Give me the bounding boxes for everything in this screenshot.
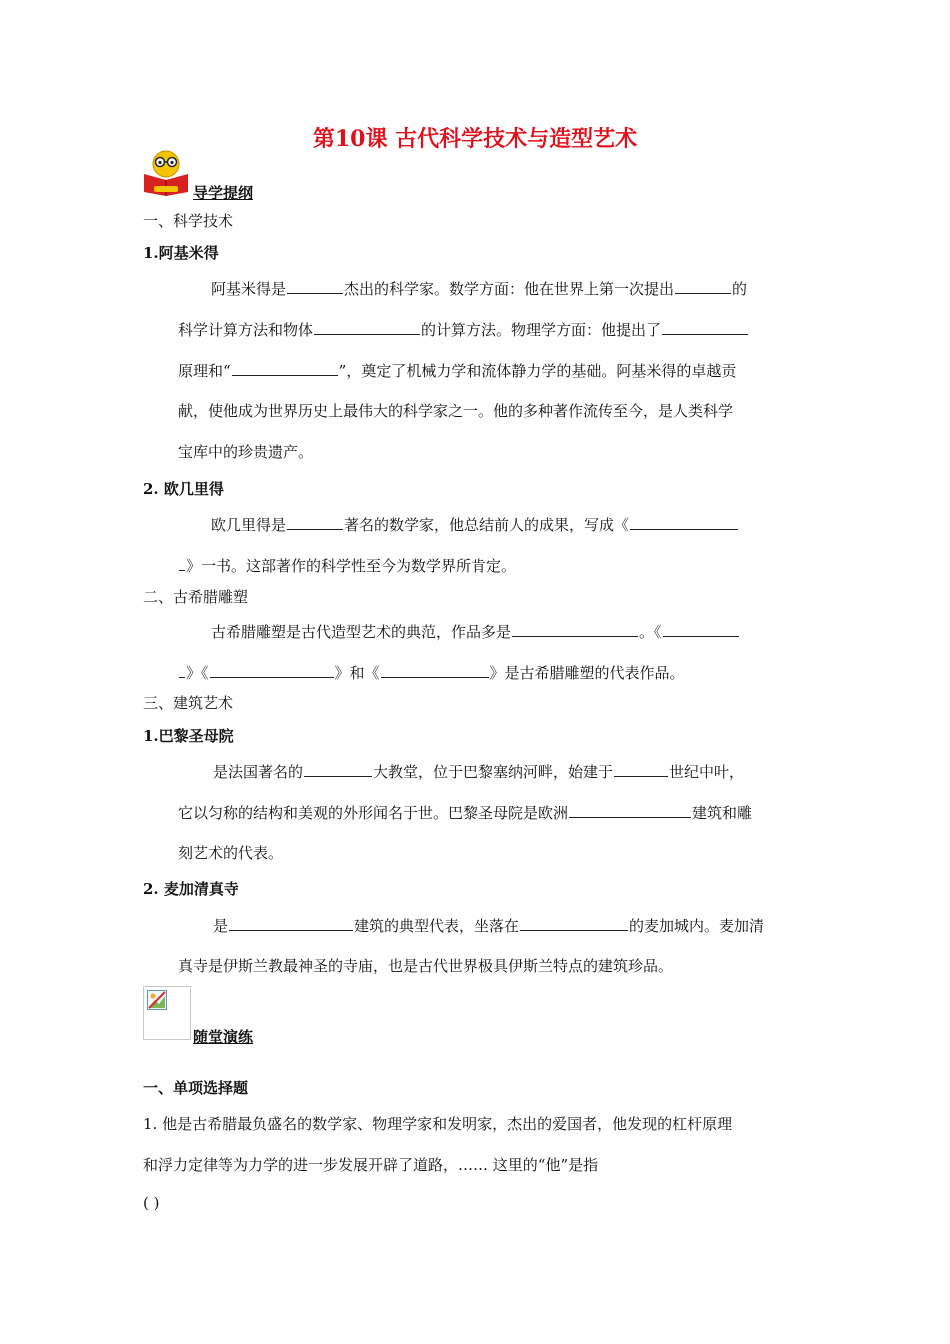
fill-blank[interactable] (287, 513, 343, 530)
fill-blank[interactable] (229, 914, 353, 931)
euclid-line-2 (178, 554, 516, 576)
text: 它以匀称的结构和美观的外形闻名于世。巴黎圣母院是欧洲 (178, 803, 569, 822)
mecca-line-2: 真寺是伊斯兰教最神圣的寺庙，也是古代世界极具伊斯兰特点的建筑珍品。 (178, 957, 674, 975)
fill-blank[interactable] (179, 554, 185, 571)
text: 是 (213, 916, 229, 935)
fill-blank[interactable] (520, 914, 628, 931)
subsection-euclid: 2. 欧几里得 (143, 480, 224, 498)
reading-book-icon (140, 148, 192, 196)
notre-dame-line-1 (213, 760, 744, 782)
subsection-archimedes: 1.阿基米得 (143, 244, 219, 262)
fill-blank[interactable] (304, 760, 372, 777)
page-title: 第10课 古代科学技术与造型艺术 (312, 126, 638, 152)
notre-dame-line-2 (178, 801, 752, 823)
archimedes-line-5: 宝库中的珍贵遗产。 (178, 443, 314, 461)
question-1-line-1: 1. 他是古希腊最负盛名的数学家、物理学家和发明家，杰出的爱国者，他发现的杠杆原理 (143, 1115, 733, 1133)
text: 是法国著名的 (213, 762, 304, 781)
text: 欧几里得是 (211, 515, 287, 534)
text: 的计算方法。物理学方面：他提出了 (421, 320, 662, 339)
text: 杰出的科学家。数学方面：他在世界上第一次提出 (344, 279, 675, 298)
section-architecture: 三、建筑艺术 (143, 694, 234, 712)
fill-blank[interactable] (210, 661, 334, 678)
text: 》和《 (334, 663, 380, 682)
archimedes-line-4: 献，使他成为世界历史上最伟大的科学家之一。他的多种著作流传至今，是人类科学 (178, 402, 734, 420)
sculpture-line-1 (211, 620, 740, 642)
fill-blank[interactable] (569, 801, 691, 818)
guide-heading: 导学提纲 (193, 184, 254, 202)
text: 科学计算方法和物体 (178, 320, 314, 339)
text: 》一书。这部著作的科学性至今为数学界所肯定。 (186, 556, 517, 575)
text: 》《 (186, 663, 209, 682)
fill-blank[interactable] (179, 661, 185, 678)
mecca-line-1 (213, 914, 764, 936)
question-1-line-2: 和浮力定律等为力学的进一步发展开辟了道路，…… 这里的“他”是指 (143, 1156, 599, 1174)
text: 的 (732, 279, 748, 298)
euclid-line-1 (211, 513, 739, 535)
text: 的麦加城内。麦加清 (629, 916, 765, 935)
text: 。《 (639, 622, 662, 641)
section-single-choice: 一、单项选择题 (143, 1079, 249, 1097)
text: 建筑的典型代表，坐落在 (354, 916, 520, 935)
section-greek-sculpture: 二、古希腊雕塑 (143, 588, 249, 606)
fill-blank[interactable] (287, 277, 343, 294)
archimedes-line-2 (178, 318, 749, 340)
text: ”，奠定了机械力学和流体静力学的基础。阿基米得的卓越贡 (338, 361, 737, 380)
fill-blank[interactable] (675, 277, 731, 294)
answer-parentheses[interactable]: ( ) (143, 1194, 160, 1212)
subsection-notre-dame: 1.巴黎圣母院 (143, 727, 234, 745)
fill-blank[interactable] (512, 620, 638, 637)
notre-dame-line-3: 刻艺术的代表。 (178, 844, 284, 862)
section-science-tech: 一、科学技术 (143, 212, 234, 230)
text: 》是古希腊雕塑的代表作品。 (489, 663, 685, 682)
fill-blank[interactable] (630, 513, 738, 530)
fill-blank[interactable] (663, 620, 739, 637)
text: 著名的数学家，他总结前人的成果，写成《 (344, 515, 630, 534)
fill-blank[interactable] (614, 760, 668, 777)
fill-blank[interactable] (232, 359, 338, 376)
text: 古希腊雕塑是古代造型艺术的典范，作品多是 (211, 622, 512, 641)
text: 世纪中叶， (669, 762, 745, 781)
text: 建筑和雕 (692, 803, 753, 822)
text: 原理和“ (178, 361, 231, 380)
text: 阿基米得是 (211, 279, 287, 298)
fill-blank[interactable] (314, 318, 420, 335)
fill-blank[interactable] (662, 318, 748, 335)
broken-image-icon (143, 986, 191, 1040)
archimedes-line-3 (178, 359, 736, 381)
practice-heading: 随堂演练 (193, 1028, 254, 1046)
text: 大教堂，位于巴黎塞纳河畔，始建于 (373, 762, 614, 781)
archimedes-line-1 (211, 277, 747, 299)
fill-blank[interactable] (381, 661, 489, 678)
sculpture-line-2 (178, 661, 685, 683)
subsection-mecca-mosque: 2. 麦加清真寺 (143, 880, 239, 898)
